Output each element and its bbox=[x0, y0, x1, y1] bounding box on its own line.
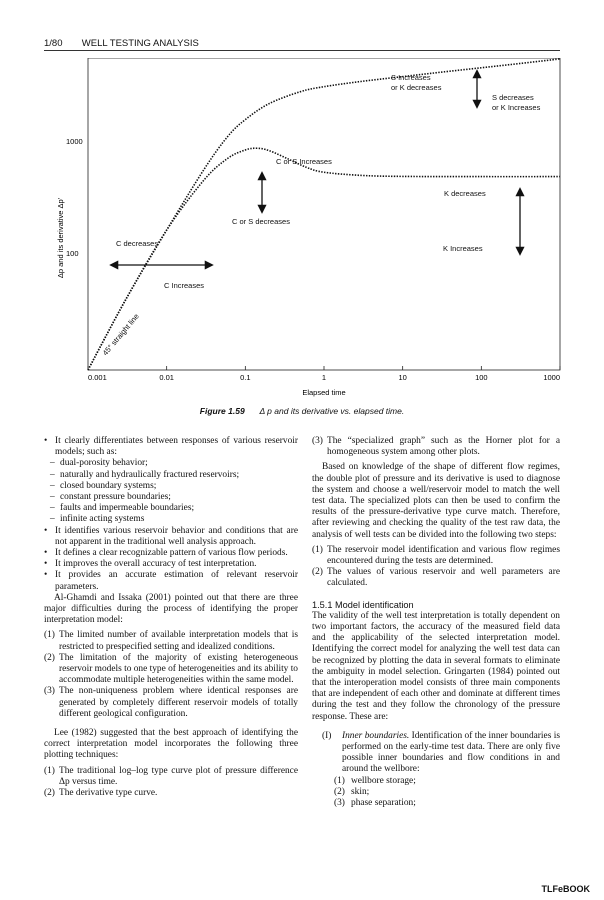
y-tick-label: 100 bbox=[66, 248, 79, 258]
figure-label: Figure 1.59 bbox=[199, 406, 245, 416]
annotation-s-increases-1: S Increases bbox=[391, 73, 431, 82]
running-header bbox=[44, 38, 558, 49]
sub-item: (3) phase separation; bbox=[334, 798, 416, 809]
dash-item: – faults and impermeable boundaries; bbox=[50, 503, 195, 514]
annotation-c-decreases: C decreases bbox=[116, 239, 159, 248]
section-heading: 1.5.1 Model identification bbox=[312, 599, 414, 610]
paragraph: Based on knowledge of the shape of different flow regimes, the double plot of pressure and its derivative is used to diagnose the system and choose a well/reservoir model to match the well test data. The specialized plots can then be used to confirm the results of the pressure-derivative type curve match. Therefore, after reviewing and checking the quality of the test raw data, the analysis of well tests can be divided into the following two steps: bbox=[312, 462, 560, 540]
numbered-item: (3) The non-uniqueness problem where identical responses are generated by completely different reservoir models of totally different geological configuration. bbox=[44, 686, 298, 719]
numbered-item: (2) The values of various reservoir and well parameters are calculated. bbox=[312, 567, 560, 589]
x-tick-label: 0.001 bbox=[88, 373, 107, 382]
header-rule bbox=[44, 50, 560, 51]
figure-chart bbox=[0, 58, 604, 404]
bullet-item: • It improves the overall accuracy of test interpretation. bbox=[44, 559, 257, 570]
x-tick-label: 0.01 bbox=[159, 373, 174, 382]
x-tick-label: 1000 bbox=[543, 373, 560, 382]
figure-caption bbox=[0, 406, 604, 416]
annotation-s-decreases-1: S decreases bbox=[492, 93, 534, 102]
paragraph: Al-Ghamdi and Issaka (2001) pointed out that there are three major difficulties during the process of identifying the proper interpretation model: bbox=[44, 592, 298, 626]
y-axis-label: Δp and its derivative Δp' bbox=[56, 197, 65, 279]
sub-item: (2) skin; bbox=[334, 786, 370, 797]
annotation-s-increases-2: or K decreases bbox=[391, 83, 442, 92]
numbered-item: (1) The limited number of available interpretation models that is restricted to prespecified setting and idealized conditions. bbox=[44, 630, 298, 652]
x-tick-label: 0.1 bbox=[240, 373, 251, 382]
y-tick-label: 1000 bbox=[66, 136, 83, 146]
annotation-c-or-s-increases: C or S Increases bbox=[276, 157, 332, 166]
x-tick-label: 100 bbox=[475, 373, 488, 382]
page-number: 1/80 bbox=[44, 38, 63, 49]
paragraph: The validity of the well test interpretation is totally dependent on two important factors, the accuracy of the measured field data and the applicability of the selected interpretation model. Identifying the correct model for analyzing the well test data can be recognized by plotting the data in several formats to eliminate the ambiguity in model selection. Gringarten (1984) pointed out that the interoperation model consists of three main components that are independent of each other and dominate at different times during the test and they follow the chronology of the pressure response. These are: bbox=[312, 610, 560, 722]
numbered-item: (1) The traditional log–log type curve plot of pressure difference Δp versus time. bbox=[44, 765, 298, 787]
numbered-item: (1) The reservoir model identification and various flow regimes encountered during the tests are determined. bbox=[312, 544, 560, 567]
left-column bbox=[44, 436, 298, 799]
annotation-k-decreases: K decreases bbox=[444, 189, 486, 198]
annotation-c-increases: C Increases bbox=[164, 281, 205, 290]
chapter-title: WELL TESTING ANALYSIS bbox=[81, 38, 199, 49]
dash-item: – closed boundary systems; bbox=[50, 480, 157, 491]
dash-item: – infinite acting systems bbox=[50, 514, 145, 525]
annotation-k-increases: K Increases bbox=[443, 244, 483, 253]
footer-mark: TLFeBOOK bbox=[541, 884, 590, 894]
annotation-c-or-s-decreases: C or S decreases bbox=[232, 217, 290, 226]
bullet-item: • It clearly differentiates between responses of various reservoir models; such as: bbox=[44, 436, 298, 458]
right-column bbox=[312, 436, 560, 809]
x-tick-label: 10 bbox=[398, 373, 407, 382]
x-axis-label: Elapsed time bbox=[302, 388, 346, 397]
sub-item: (1) wellbore storage; bbox=[334, 775, 416, 786]
dash-item: – constant pressure boundaries; bbox=[50, 492, 171, 503]
figure-caption-text: Δ p and its derivative vs. elapsed time. bbox=[259, 406, 405, 416]
series-pressure-curve bbox=[88, 59, 560, 370]
annotation-s-decreases-2: or K Increases bbox=[492, 103, 541, 112]
plot-frame bbox=[88, 58, 560, 370]
annotation-straight-line: 45° straight line bbox=[100, 311, 141, 358]
bullet-item: • It provides an accurate estimation of relevant reservoir parameters. bbox=[44, 570, 298, 592]
dash-item: – dual-porosity behavior; bbox=[50, 458, 148, 469]
bullet-item: • It identifies various reservoir behavior and conditions that are not apparent in the traditional well analysis approach. bbox=[44, 525, 298, 547]
paragraph: Lee (1982) suggested that the best approach of identifying the correct interpretation model incorporates the following three plotting techniques: bbox=[44, 728, 298, 761]
dash-item: – naturally and hydraulically fractured reservoirs; bbox=[50, 469, 240, 480]
numbered-item: (3) The “specialized graph” such as the Horner plot for a homogeneous system among other plots. bbox=[312, 436, 560, 458]
x-tick-label: 1 bbox=[321, 373, 327, 382]
bullet-item: • It defines a clear recognizable pattern of various flow periods. bbox=[44, 548, 288, 559]
numbered-item: (2) The limitation of the majority of existing heterogeneous reservoir models to one type of heterogeneities and its ability to accommodate multiple heterogeneities within the same model. bbox=[44, 652, 298, 686]
series-derivative-curve bbox=[88, 148, 560, 370]
numbered-item: (2) The derivative type curve. bbox=[44, 788, 158, 799]
numbered-item: (I) Inner boundaries. Identification of the inner boundaries is performed on the early-time test data. There are only five possible inner boundaries and flow conditions in and around the wellbore: bbox=[322, 730, 560, 775]
